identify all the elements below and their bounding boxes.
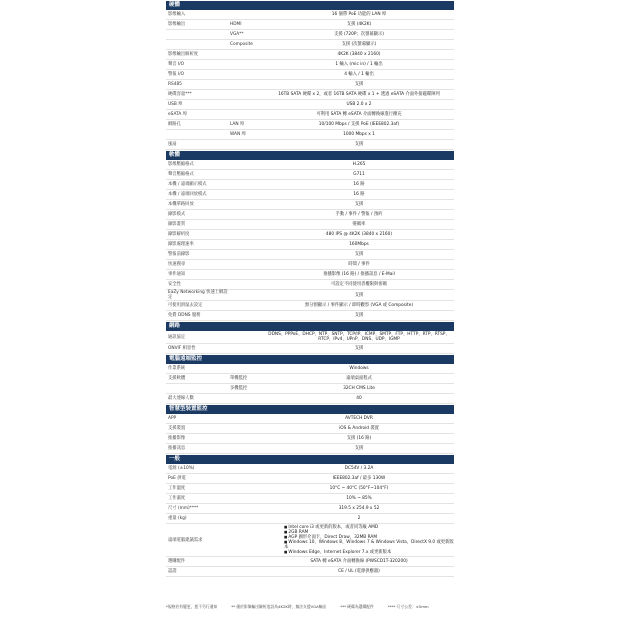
spec-value: iOS & Android 裝置 <box>339 426 379 431</box>
spec-list-item: ■ Windows 10、Windows 8、Windows 7 & Windows Vista，DirectX 9.0 或更新版本 <box>284 540 454 550</box>
spec-row <box>166 474 454 484</box>
spec-label: 作業系統 <box>168 366 186 371</box>
spec-label: 重量 (kg) <box>168 516 187 521</box>
spec-label: 免費 DDNS 服務 <box>168 313 201 318</box>
spec-row <box>166 494 454 504</box>
spec-row <box>166 260 454 270</box>
section-header: 網路 <box>166 322 454 331</box>
spec-value: 支援 <box>354 252 364 257</box>
spec-row <box>166 110 454 120</box>
spec-label: 聲音 I/O <box>168 62 185 67</box>
spec-value: 16 路 <box>353 192 365 197</box>
spec-value: 16TB SATA 硬碟 x 2，或者 16TB SATA 硬碟 x 1 + 透過 eSATA 介面外接磁碟陣列 <box>278 92 440 97</box>
spec-list-item: ■ Windows Edge、Internet Explorer 7.x 或更新版本 <box>284 550 454 555</box>
spec-row <box>166 170 454 180</box>
spec-label: 支援軟體 <box>168 376 186 381</box>
spec-row <box>166 384 454 394</box>
spec-value: 4 輸入 / 1 輸出 <box>344 72 374 77</box>
spec-row <box>166 524 454 557</box>
spec-value: H.265 <box>352 162 366 167</box>
spec-value: 支援 (16 路) <box>346 436 372 441</box>
spec-value: 支援 (次螢幕顯示) <box>341 42 377 47</box>
spec-row <box>166 250 454 260</box>
spec-row <box>166 364 454 374</box>
spec-row <box>166 424 454 434</box>
spec-row <box>166 344 454 354</box>
spec-label: 影像輸出解析度 <box>168 52 199 57</box>
spec-row <box>166 280 454 290</box>
spec-row <box>166 557 454 567</box>
spec-row <box>166 90 454 100</box>
footnote: *規格若有變更，恕不另行通知 <box>166 604 218 609</box>
spec-list-item: ■ 2GB RAM <box>284 530 454 535</box>
spec-value: 2 <box>357 516 361 521</box>
spec-row <box>166 504 454 514</box>
spec-row <box>166 190 454 200</box>
spec-value: 推播影像 (16 路) / 推播訊息 / E-Mail <box>323 272 395 277</box>
spec-value: 時間 / 事件 <box>348 262 370 267</box>
spec-value: 支援 <box>354 346 364 351</box>
spec-row <box>166 444 454 454</box>
spec-value: Windows <box>349 366 369 371</box>
spec-row <box>166 240 454 250</box>
spec-row <box>166 311 454 321</box>
spec-label: RS485 <box>168 82 182 87</box>
spec-label: ONVIF 相容性 <box>168 346 196 351</box>
spec-label: 影像輸入 <box>168 12 186 17</box>
spec-row <box>166 210 454 220</box>
spec-row <box>166 567 454 577</box>
spec-label: 工作濕度 <box>168 496 186 501</box>
spec-list-item: ■ Intel core i3 或更新的版本，或者同等級 AMD <box>284 525 454 530</box>
spec-value: 16 路 <box>353 182 365 187</box>
spec-label: 網路孔 <box>168 122 181 127</box>
spec-row <box>166 230 454 240</box>
spec-sublabel: 多機監控 <box>230 386 248 391</box>
section-header: 軟體 <box>166 151 454 160</box>
spec-row <box>166 10 454 20</box>
spec-sublabel: LAN 埠 <box>230 122 245 127</box>
spec-label: 錄影處理速率 <box>168 242 194 247</box>
spec-row <box>166 434 454 444</box>
spec-value: 遠端桌面程式 <box>346 376 372 381</box>
spec-label: 尺寸 (mm)**** <box>168 506 199 511</box>
spec-value: 無分割顯示 / 事件顯示 / 即時觀察 (VGA 或 Composite) <box>304 303 414 308</box>
spec-value: 480 IPS @ 4K2K (3840 x 2160) <box>325 232 393 237</box>
spec-value: 支援 <box>354 202 364 207</box>
spec-label: 電源 (±10%) <box>168 466 195 471</box>
spec-value: 10/100 Mbps / 支援 PoE (IEEE802.3af) <box>318 122 400 127</box>
spec-row <box>166 301 454 311</box>
spec-label: 本機 / 遠端回放模式 <box>168 192 207 197</box>
spec-label: USB 埠 <box>168 102 183 107</box>
spec-label: 風扇 <box>168 142 177 147</box>
spec-label: 選購配件 <box>168 559 186 564</box>
spec-row <box>166 130 454 140</box>
spec-value: 40 <box>356 396 362 401</box>
spec-label: 本機單路回放 <box>168 202 194 207</box>
spec-row <box>166 514 454 524</box>
spec-value: 支援 <box>354 313 364 318</box>
spec-value: AVTECH DVR <box>345 416 373 421</box>
spec-label: APP <box>168 416 177 421</box>
spec-row <box>166 120 454 130</box>
spec-label: 硬碟容量*** <box>168 92 192 97</box>
spec-row <box>166 484 454 494</box>
spec-value: 1000 Mbps x 1 <box>343 132 375 137</box>
spec-value <box>264 524 454 556</box>
spec-value: 160Mbps <box>349 242 369 247</box>
spec-sublabel: 單機監控 <box>230 376 248 381</box>
footnotes <box>166 604 454 610</box>
spec-row <box>166 331 454 344</box>
spec-row <box>166 140 454 150</box>
spec-label: 認證 <box>168 569 177 574</box>
spec-row <box>166 290 454 301</box>
spec-row <box>166 40 454 50</box>
spec-sheet <box>166 0 454 577</box>
spec-label: 警報 I/O <box>168 72 185 77</box>
spec-row <box>166 20 454 30</box>
spec-value: 16 個帶 PoE 功能的 LAN 埠 <box>331 12 387 17</box>
spec-value: DDNS、PPPoE、DHCP、NTP、SNTP、TCP/IP、ICMP、SMTP、FTP、HTTP、RTP、RTSP、RTCP、IPv4、UPnP、DNS、UDP、IGMP <box>268 332 450 342</box>
spec-value: 10°C ~ 40°C (50°F~104°F) <box>329 486 389 491</box>
spec-value: G711 <box>353 172 365 177</box>
spec-row <box>166 200 454 210</box>
spec-label: 快速搜尋 <box>168 262 186 267</box>
spec-row <box>166 30 454 40</box>
spec-sublabel: HDMI <box>230 22 242 27</box>
spec-label: eSATA 埠 <box>168 112 187 117</box>
spec-row <box>166 60 454 70</box>
spec-value: 10% ~ 85% <box>346 496 372 501</box>
spec-row <box>166 374 454 384</box>
spec-label: 遠端電腦建議需求 <box>168 537 203 543</box>
spec-value: 支援 (720P；次螢幕顯示) <box>334 32 384 37</box>
spec-row <box>166 80 454 90</box>
spec-value: IEEE802.3af / 最多 130W <box>332 476 386 481</box>
spec-label: 推播影像 <box>168 436 186 441</box>
spec-value: 支援 <box>354 82 364 87</box>
section-header: 一般 <box>166 455 454 464</box>
spec-value: 支援 <box>354 446 364 451</box>
spec-label: 警報前錄影 <box>168 252 190 257</box>
spec-value: DC54V / 3.2A <box>344 466 374 471</box>
spec-row <box>166 464 454 474</box>
spec-label: PoE 供電 <box>168 476 186 481</box>
spec-label: 推播訊息 <box>168 446 186 451</box>
spec-label: 支援裝置 <box>168 426 186 431</box>
spec-value: 4K2K (3840 x 2160) <box>337 52 381 57</box>
spec-value: SATA 轉 eSATA 介面轉換線 (PWSCD1T-320200) <box>310 559 408 564</box>
spec-label: 錄影畫質 <box>168 222 186 227</box>
spec-value: 32CH CMS Lite <box>343 386 375 391</box>
spec-row <box>166 220 454 230</box>
spec-label: 本機 / 遠端顯示模式 <box>168 182 207 187</box>
spec-label: 聲音壓縮格式 <box>168 172 194 177</box>
spec-label: 錄影模式 <box>168 212 186 217</box>
spec-value: 支援 <box>354 142 364 147</box>
spec-sublabel: Composite <box>230 42 253 47</box>
spec-row <box>166 50 454 60</box>
spec-row <box>166 414 454 424</box>
spec-value: CE / UL (電源供應器) <box>338 569 380 574</box>
spec-value: 變碼率 <box>352 222 366 227</box>
spec-label: 事件通知 <box>168 272 186 277</box>
spec-label: EaZy Networking 快速上網設定 <box>168 290 228 300</box>
footnote: ** 僅於影像輸出解析度設為4K2K時，無法支援VGA輸出 <box>231 604 327 609</box>
spec-row <box>166 270 454 280</box>
spec-value: 支援 <box>354 292 364 298</box>
spec-label: 工作溫度 <box>168 486 186 491</box>
spec-label: 影像壓縮格式 <box>168 162 194 167</box>
footnote: *** 硬碟為選購配件 <box>340 604 374 609</box>
spec-list-item: ■ AGP 圖形介面卡，Direct Draw，32MB RAM <box>284 535 454 540</box>
section-header: 智慧型裝置監控 <box>166 405 454 414</box>
section-header: 電腦遠端監控 <box>166 355 454 364</box>
spec-label: 可使用滑鼠去設定 <box>168 303 203 308</box>
spec-label: 最大連線人數 <box>168 396 194 401</box>
spec-label: 影像輸出 <box>168 22 186 27</box>
footnote: **** 尺寸公差：±5mm <box>387 604 429 609</box>
section-header: 硬體 <box>166 1 454 10</box>
spec-label: 錄影解析度 <box>168 232 190 237</box>
spec-label: 通訊協定 <box>168 334 186 340</box>
spec-sublabel: WAN 埠 <box>230 132 246 137</box>
spec-value: 可設定不同使用者權限與密碼 <box>331 282 387 287</box>
spec-value: 支援 (4K2K) <box>346 22 372 27</box>
spec-value: USB 2.0 x 2 <box>346 102 372 107</box>
spec-sublabel: VGA** <box>230 32 244 37</box>
spec-value: 手動 / 事件 / 警報 / 預約 <box>335 212 383 217</box>
spec-row <box>166 160 454 170</box>
spec-value: 319.5 x 254.9 x 52 <box>338 506 380 511</box>
spec-value: 1 輸入 (mic in) / 1 輸出 <box>335 62 383 67</box>
spec-row <box>166 180 454 190</box>
spec-row <box>166 100 454 110</box>
spec-label: 安全性 <box>168 282 181 287</box>
spec-value: 可利用 SATA 轉 eSATA 介面轉換線進行擴充 <box>316 112 402 117</box>
spec-row <box>166 394 454 404</box>
spec-row <box>166 70 454 80</box>
